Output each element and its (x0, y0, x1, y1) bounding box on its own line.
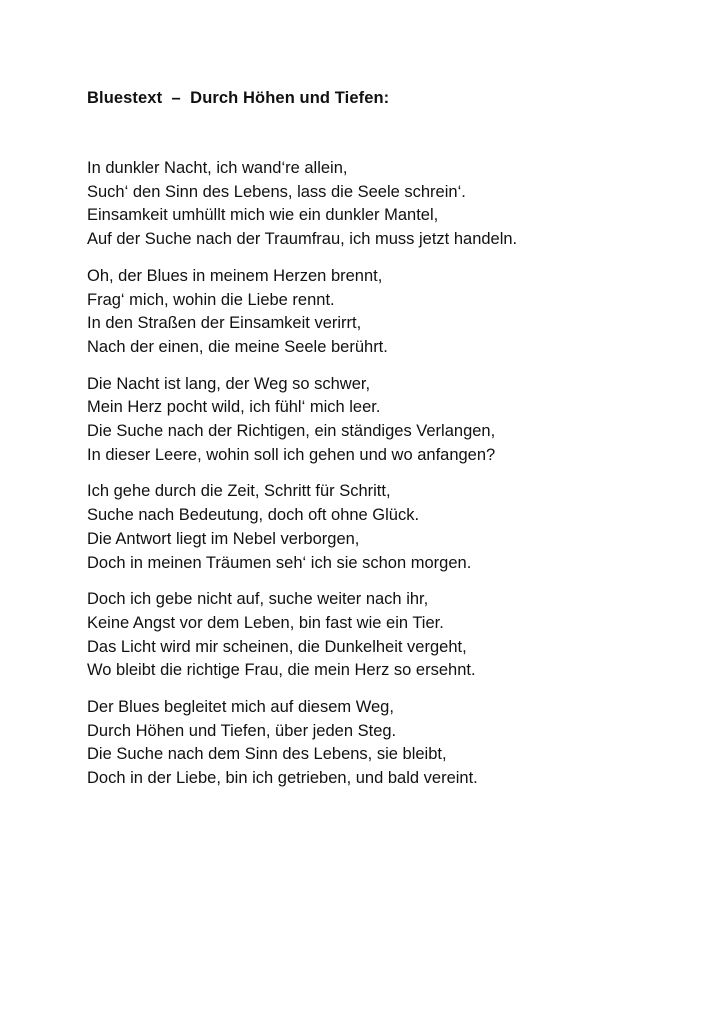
lyric-line: Die Nacht ist lang, der Weg so schwer, (87, 374, 371, 393)
lyric-line: Doch ich gebe nicht auf, suche weiter nach ihr, (87, 590, 429, 609)
lyric-line: Der Blues begleitet mich auf diesem Weg, (87, 698, 394, 717)
lyric-line: Das Licht wird mir scheinen, die Dunkelheit vergeht, (87, 637, 467, 656)
document-title: Bluestext – Durch Höhen und Tiefen: (87, 89, 390, 107)
lyric-line: Doch in der Liebe, bin ich getrieben, und bald vereint. (87, 769, 478, 788)
stanza-1 (87, 157, 707, 252)
lyric-line: Auf der Suche nach der Traumfrau, ich muss jetzt handeln. (87, 230, 518, 249)
stanza-4 (87, 480, 707, 575)
lyrics-body (87, 157, 707, 804)
lyric-line: Wo bleibt die richtige Frau, die mein Herz so ersehnt. (87, 661, 476, 680)
lyric-line: Suche nach Bedeutung, doch oft ohne Glück. (87, 506, 420, 525)
lyric-line: Durch Höhen und Tiefen, über jeden Steg. (87, 721, 397, 740)
lyric-line: In dieser Leere, wohin soll ich gehen und wo anfangen? (87, 445, 496, 464)
lyric-line: Die Suche nach der Richtigen, ein ständiges Verlangen, (87, 422, 496, 441)
lyric-line: Oh, der Blues in meinem Herzen brennt, (87, 266, 383, 285)
lyric-line: Such‘ den Sinn des Lebens, lass die Seele schrein‘. (87, 182, 466, 201)
lyric-line: Nach der einen, die meine Seele berührt. (87, 337, 388, 356)
stanza-2 (87, 265, 707, 360)
lyric-line: Ich gehe durch die Zeit, Schritt für Schritt, (87, 482, 391, 501)
lyric-line: Keine Angst vor dem Leben, bin fast wie ein Tier. (87, 613, 444, 632)
lyric-line: Doch in meinen Träumen seh‘ ich sie schon morgen. (87, 553, 472, 572)
lyric-line: Die Antwort liegt im Nebel verborgen, (87, 529, 360, 548)
stanza-3 (87, 373, 707, 468)
lyric-line: Mein Herz pocht wild, ich fühl‘ mich leer. (87, 398, 381, 417)
stanza-6 (87, 696, 707, 791)
lyric-line: Einsamkeit umhüllt mich wie ein dunkler Mantel, (87, 206, 439, 225)
stanza-5 (87, 588, 707, 683)
lyric-line: In den Straßen der Einsamkeit verirrt, (87, 314, 362, 333)
lyric-line: Frag‘ mich, wohin die Liebe rennt. (87, 290, 335, 309)
lyric-line: In dunkler Nacht, ich wand‘re allein, (87, 159, 348, 177)
lyric-line: Die Suche nach dem Sinn des Lebens, sie bleibt, (87, 745, 447, 764)
